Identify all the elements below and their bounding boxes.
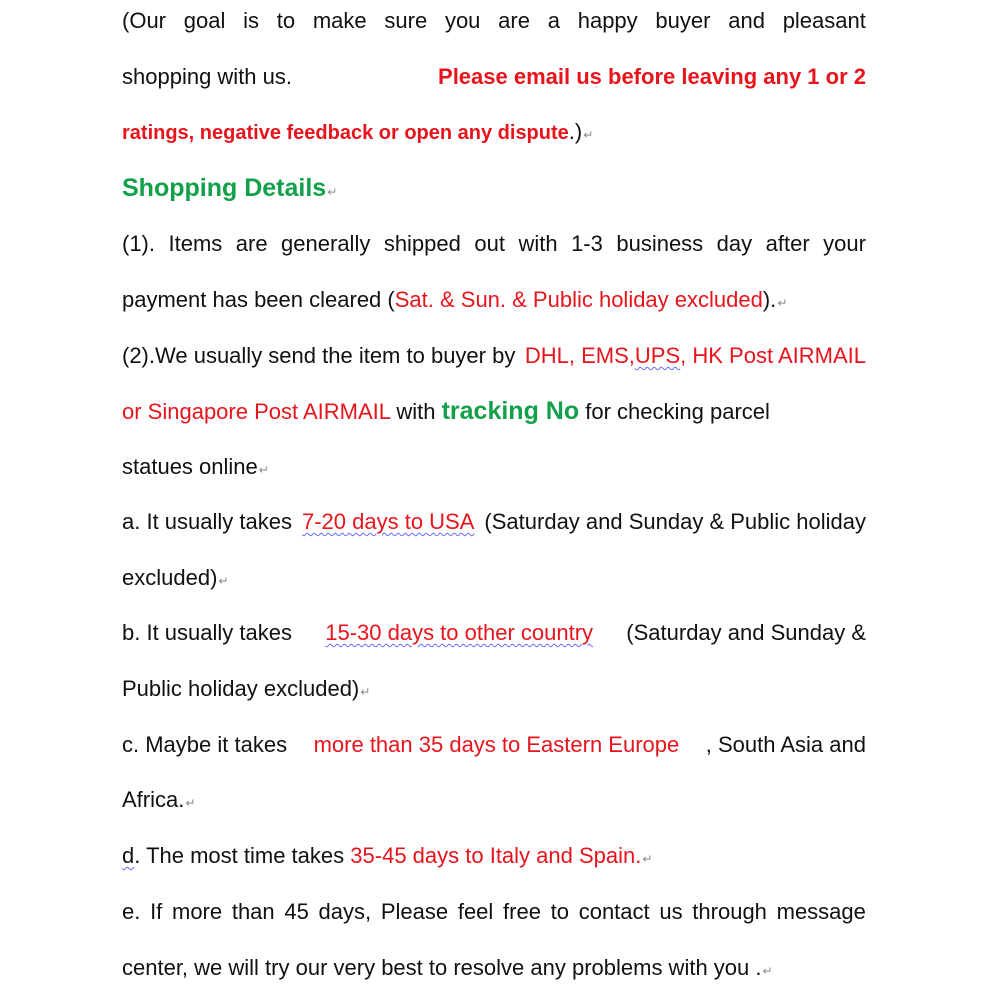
intro-line-1: [122, 6, 866, 36]
word: goal: [183, 8, 226, 33]
word: generally: [281, 231, 371, 256]
item2-carriers-b: , HK Post AIRMAIL: [680, 343, 866, 368]
word: message: [776, 899, 866, 924]
word: with: [518, 231, 558, 256]
item-d-text-1: . The most time takes: [134, 843, 345, 868]
item-a-line-2: [122, 563, 866, 596]
word: your: [823, 231, 866, 256]
word: 1-3: [571, 231, 603, 256]
item2-line-1: [122, 341, 866, 371]
shopping-details-title: Shopping Details: [122, 174, 327, 202]
item-a-line-1: [122, 507, 866, 537]
item1-line-2: [122, 285, 866, 318]
item-e-text-2: center, we will try our very best to resolve any problems with you .: [122, 955, 762, 980]
return-mark-icon: ↵: [327, 185, 338, 199]
word: (1).: [122, 231, 155, 256]
word: 45: [284, 899, 309, 924]
item1-text-2a: payment has been cleared (: [122, 287, 395, 312]
word: is: [243, 8, 259, 33]
item1-text-2b: ).: [762, 287, 777, 312]
item-b-text-1a: b. It usually takes: [122, 620, 292, 645]
item-c-text-2: Africa.: [122, 787, 185, 812]
word: (Our: [122, 8, 166, 33]
word: a: [547, 8, 560, 33]
word: buyer: [655, 8, 711, 33]
item-b-line-2: [122, 674, 866, 707]
word: contact: [578, 899, 650, 924]
intro-warning-1: Please email us before leaving any 1 or 2: [438, 64, 866, 89]
item-d-italy-spain-days: 35-45 days to Italy and Spain.: [350, 843, 642, 868]
item-d-letter: d: [122, 843, 135, 868]
word: and: [728, 8, 765, 33]
item-b-other-days: 15-30 days to other country: [325, 620, 594, 645]
item2-carriers: [525, 341, 866, 371]
item-c-line-2: [122, 785, 866, 818]
item-a-text-1b: (Saturday and Sunday & Public holiday: [484, 509, 866, 534]
word: make: [312, 8, 367, 33]
return-mark-icon: ↵: [777, 296, 788, 310]
return-mark-icon: ↵: [642, 852, 653, 866]
item2-carrier-ups: UPS: [634, 343, 681, 368]
item2-with: with: [396, 399, 436, 424]
item-b-line-1: [122, 618, 866, 648]
intro-line-3: [122, 117, 866, 150]
word: to: [276, 8, 296, 33]
item-c-text-1a: c. Maybe it takes: [122, 732, 288, 757]
word: out: [474, 231, 505, 256]
item-c-europe-days: more than 35 days to Eastern Europe: [313, 732, 680, 757]
item-a-text-2: excluded): [122, 565, 218, 590]
word: business: [616, 231, 704, 256]
item-a-text-1a: a. It usually takes: [122, 509, 292, 534]
item-e-line-1: [122, 897, 866, 927]
item-b-text-1b: (Saturday and Sunday &: [626, 620, 866, 645]
word: If: [150, 899, 163, 924]
item2-singapore-post: or Singapore Post AIRMAIL: [122, 399, 391, 424]
word: after: [765, 231, 810, 256]
item2-text-1a: (2).We usually send the item to buyer by: [122, 343, 516, 368]
item-c-line-1: [122, 730, 866, 760]
word: you: [444, 8, 481, 33]
intro-text-2: shopping with us.: [122, 64, 292, 89]
item2-text-3: statues online: [122, 454, 258, 479]
word: days,: [318, 899, 372, 924]
word: day: [716, 231, 753, 256]
item-a-usa-days: 7-20 days to USA: [301, 509, 475, 534]
word: Please: [380, 899, 449, 924]
intro-tail: .): [568, 119, 583, 144]
item-c-text-1b: , South Asia and: [705, 732, 866, 757]
intro-warning-2: ratings, negative feedback or open any dispute: [122, 122, 569, 144]
return-mark-icon: ↵: [185, 796, 196, 810]
word: through: [692, 899, 767, 924]
item-e-text-1: [122, 897, 866, 927]
word: pleasant: [782, 8, 866, 33]
item2-tracking-no: tracking No: [441, 397, 580, 425]
item2-line-3: [122, 452, 866, 485]
word: are: [498, 8, 530, 33]
word: happy: [577, 8, 638, 33]
return-mark-icon: ↵: [762, 964, 773, 978]
item2-carriers-a: DHL, EMS,: [524, 343, 635, 368]
intro-line-2: [122, 62, 866, 92]
item1-excluded: Sat. & Sun. & Public holiday excluded: [394, 287, 763, 312]
return-mark-icon: ↵: [258, 463, 269, 477]
intro-text-1: [122, 6, 866, 36]
item1-line-1: [122, 229, 866, 259]
item-b-text-2: Public holiday excluded): [122, 676, 360, 701]
word: e.: [122, 899, 141, 924]
word: feel: [457, 899, 494, 924]
return-mark-icon: ↵: [360, 685, 371, 699]
word: more: [172, 899, 223, 924]
item-e-line-2: [122, 953, 866, 986]
item2-line-2: [122, 396, 866, 427]
item-d-line-1: [122, 841, 866, 874]
word: free: [503, 899, 541, 924]
item2-text-2b: for checking parcel: [585, 399, 770, 424]
word: to: [550, 899, 569, 924]
word: Items: [168, 231, 223, 256]
word: sure: [384, 8, 428, 33]
word: us: [659, 899, 683, 924]
section-heading: [122, 173, 866, 207]
word: are: [235, 231, 268, 256]
word: than: [231, 899, 275, 924]
return-mark-icon: ↵: [218, 574, 229, 588]
item1-text-1: [122, 229, 866, 259]
word: shipped: [383, 231, 461, 256]
return-mark-icon: ↵: [583, 128, 594, 142]
